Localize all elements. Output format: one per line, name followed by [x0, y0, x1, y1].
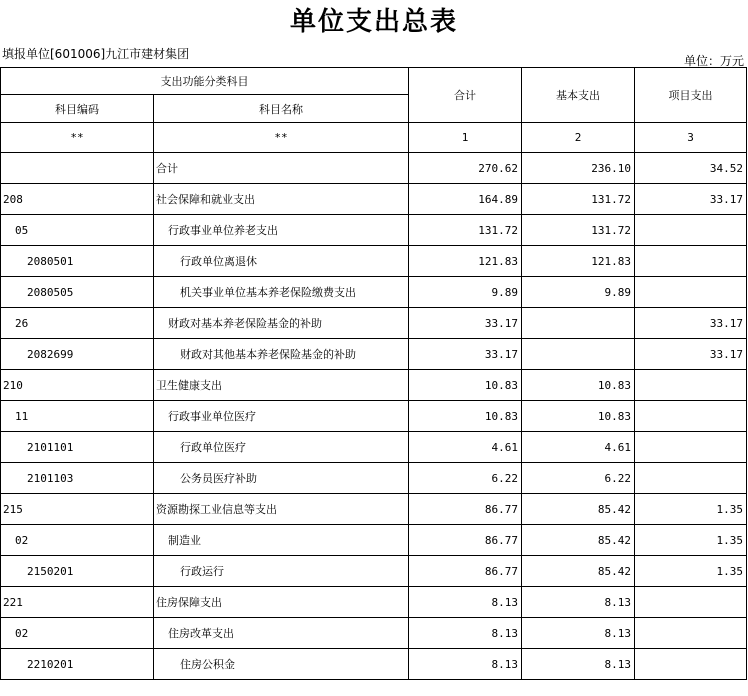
row-code: 2210201 [1, 649, 154, 680]
row-project [635, 277, 747, 308]
row-name: 资源勘探工业信息等支出 [154, 494, 409, 525]
page-title: 单位支出总表 [289, 7, 458, 37]
row-code: 02 [1, 618, 154, 649]
row-basic [522, 339, 635, 370]
expenditure-table [0, 67, 747, 680]
row-total: 164.89 [409, 184, 522, 215]
row-name: 公务员医疗补助 [154, 463, 409, 494]
filler-unit-label: 填报单位[601006]九江市建材集团 [2, 47, 190, 61]
row-code: 221 [1, 587, 154, 618]
row-project [635, 463, 747, 494]
row-name: 住房公积金 [154, 649, 409, 680]
row-code: 2101101 [1, 432, 154, 463]
row-code: 26 [1, 308, 154, 339]
row-code: 2080501 [1, 246, 154, 277]
row-name: 财政对基本养老保险基金的补助 [154, 308, 409, 339]
row-project [635, 649, 747, 680]
row-total: 10.83 [409, 370, 522, 401]
row-project: 33.17 [635, 339, 747, 370]
row-basic: 10.83 [522, 401, 635, 432]
row-code: 215 [1, 494, 154, 525]
row-code: 2150201 [1, 556, 154, 587]
row-total: 8.13 [409, 649, 522, 680]
row-total: 86.77 [409, 556, 522, 587]
code-header: 科目编码 [1, 95, 154, 123]
table-row [1, 525, 747, 556]
row-project [635, 370, 747, 401]
row-basic: 8.13 [522, 587, 635, 618]
row-code: 2080505 [1, 277, 154, 308]
row-basic: 85.42 [522, 556, 635, 587]
row-basic: 6.22 [522, 463, 635, 494]
table-row [1, 432, 747, 463]
row-name: 住房保障支出 [154, 587, 409, 618]
table-row [1, 246, 747, 277]
row-project [635, 246, 747, 277]
row-total: 4.61 [409, 432, 522, 463]
table-row [1, 215, 747, 246]
index-basic: 2 [522, 123, 635, 153]
table-row [1, 494, 747, 525]
row-basic: 9.89 [522, 277, 635, 308]
row-basic: 121.83 [522, 246, 635, 277]
table-row [1, 308, 747, 339]
row-total: 9.89 [409, 277, 522, 308]
row-name: 行政单位医疗 [154, 432, 409, 463]
row-total: 121.83 [409, 246, 522, 277]
row-basic: 8.13 [522, 649, 635, 680]
row-basic: 4.61 [522, 432, 635, 463]
row-name: 财政对其他基本养老保险基金的补助 [154, 339, 409, 370]
row-total: 270.62 [409, 153, 522, 184]
index-code: ** [1, 123, 154, 153]
row-basic [522, 308, 635, 339]
row-name: 住房改革支出 [154, 618, 409, 649]
row-code: 2101103 [1, 463, 154, 494]
row-basic: 131.72 [522, 184, 635, 215]
row-project: 33.17 [635, 308, 747, 339]
row-code: 11 [1, 401, 154, 432]
row-project: 1.35 [635, 556, 747, 587]
row-basic: 8.13 [522, 618, 635, 649]
row-name: 机关事业单位基本养老保险缴费支出 [154, 277, 409, 308]
row-basic: 236.10 [522, 153, 635, 184]
table-row [1, 370, 747, 401]
row-code: 2082699 [1, 339, 154, 370]
row-basic: 85.42 [522, 525, 635, 556]
row-basic: 85.42 [522, 494, 635, 525]
row-basic: 131.72 [522, 215, 635, 246]
table-row [1, 277, 747, 308]
row-code: 02 [1, 525, 154, 556]
table-row [1, 184, 747, 215]
row-name: 行政事业单位养老支出 [154, 215, 409, 246]
row-project: 1.35 [635, 525, 747, 556]
row-name: 社会保障和就业支出 [154, 184, 409, 215]
header-row-1 [1, 68, 747, 95]
row-total: 10.83 [409, 401, 522, 432]
table-row [1, 556, 747, 587]
row-name: 行政事业单位医疗 [154, 401, 409, 432]
table-row [1, 649, 747, 680]
row-code: 05 [1, 215, 154, 246]
index-row [1, 123, 747, 153]
row-name: 制造业 [154, 525, 409, 556]
row-total: 131.72 [409, 215, 522, 246]
table-row [1, 463, 747, 494]
table-row [1, 153, 747, 184]
row-name: 合计 [154, 153, 409, 184]
row-project [635, 215, 747, 246]
total-header: 合计 [409, 68, 522, 123]
index-total: 1 [409, 123, 522, 153]
row-total: 33.17 [409, 339, 522, 370]
row-name: 卫生健康支出 [154, 370, 409, 401]
row-name: 行政单位离退休 [154, 246, 409, 277]
name-header: 科目名称 [154, 95, 409, 123]
row-total: 6.22 [409, 463, 522, 494]
unit-label: 单位：万元 [683, 54, 744, 68]
table-row [1, 401, 747, 432]
table-row [1, 587, 747, 618]
row-project [635, 618, 747, 649]
index-name: ** [154, 123, 409, 153]
basic-header: 基本支出 [522, 68, 635, 123]
row-project: 33.17 [635, 184, 747, 215]
row-project: 34.52 [635, 153, 747, 184]
table-row [1, 618, 747, 649]
row-name: 行政运行 [154, 556, 409, 587]
table-row [1, 339, 747, 370]
row-project: 1.35 [635, 494, 747, 525]
category-group-header: 支出功能分类科目 [1, 68, 409, 95]
row-project [635, 401, 747, 432]
row-total: 8.13 [409, 587, 522, 618]
row-code: 208 [1, 184, 154, 215]
row-code: 210 [1, 370, 154, 401]
row-code [1, 153, 154, 184]
row-project [635, 587, 747, 618]
row-project [635, 432, 747, 463]
row-total: 8.13 [409, 618, 522, 649]
project-header: 项目支出 [635, 68, 747, 123]
row-total: 86.77 [409, 494, 522, 525]
row-basic: 10.83 [522, 370, 635, 401]
row-total: 86.77 [409, 525, 522, 556]
row-total: 33.17 [409, 308, 522, 339]
index-project: 3 [635, 123, 747, 153]
